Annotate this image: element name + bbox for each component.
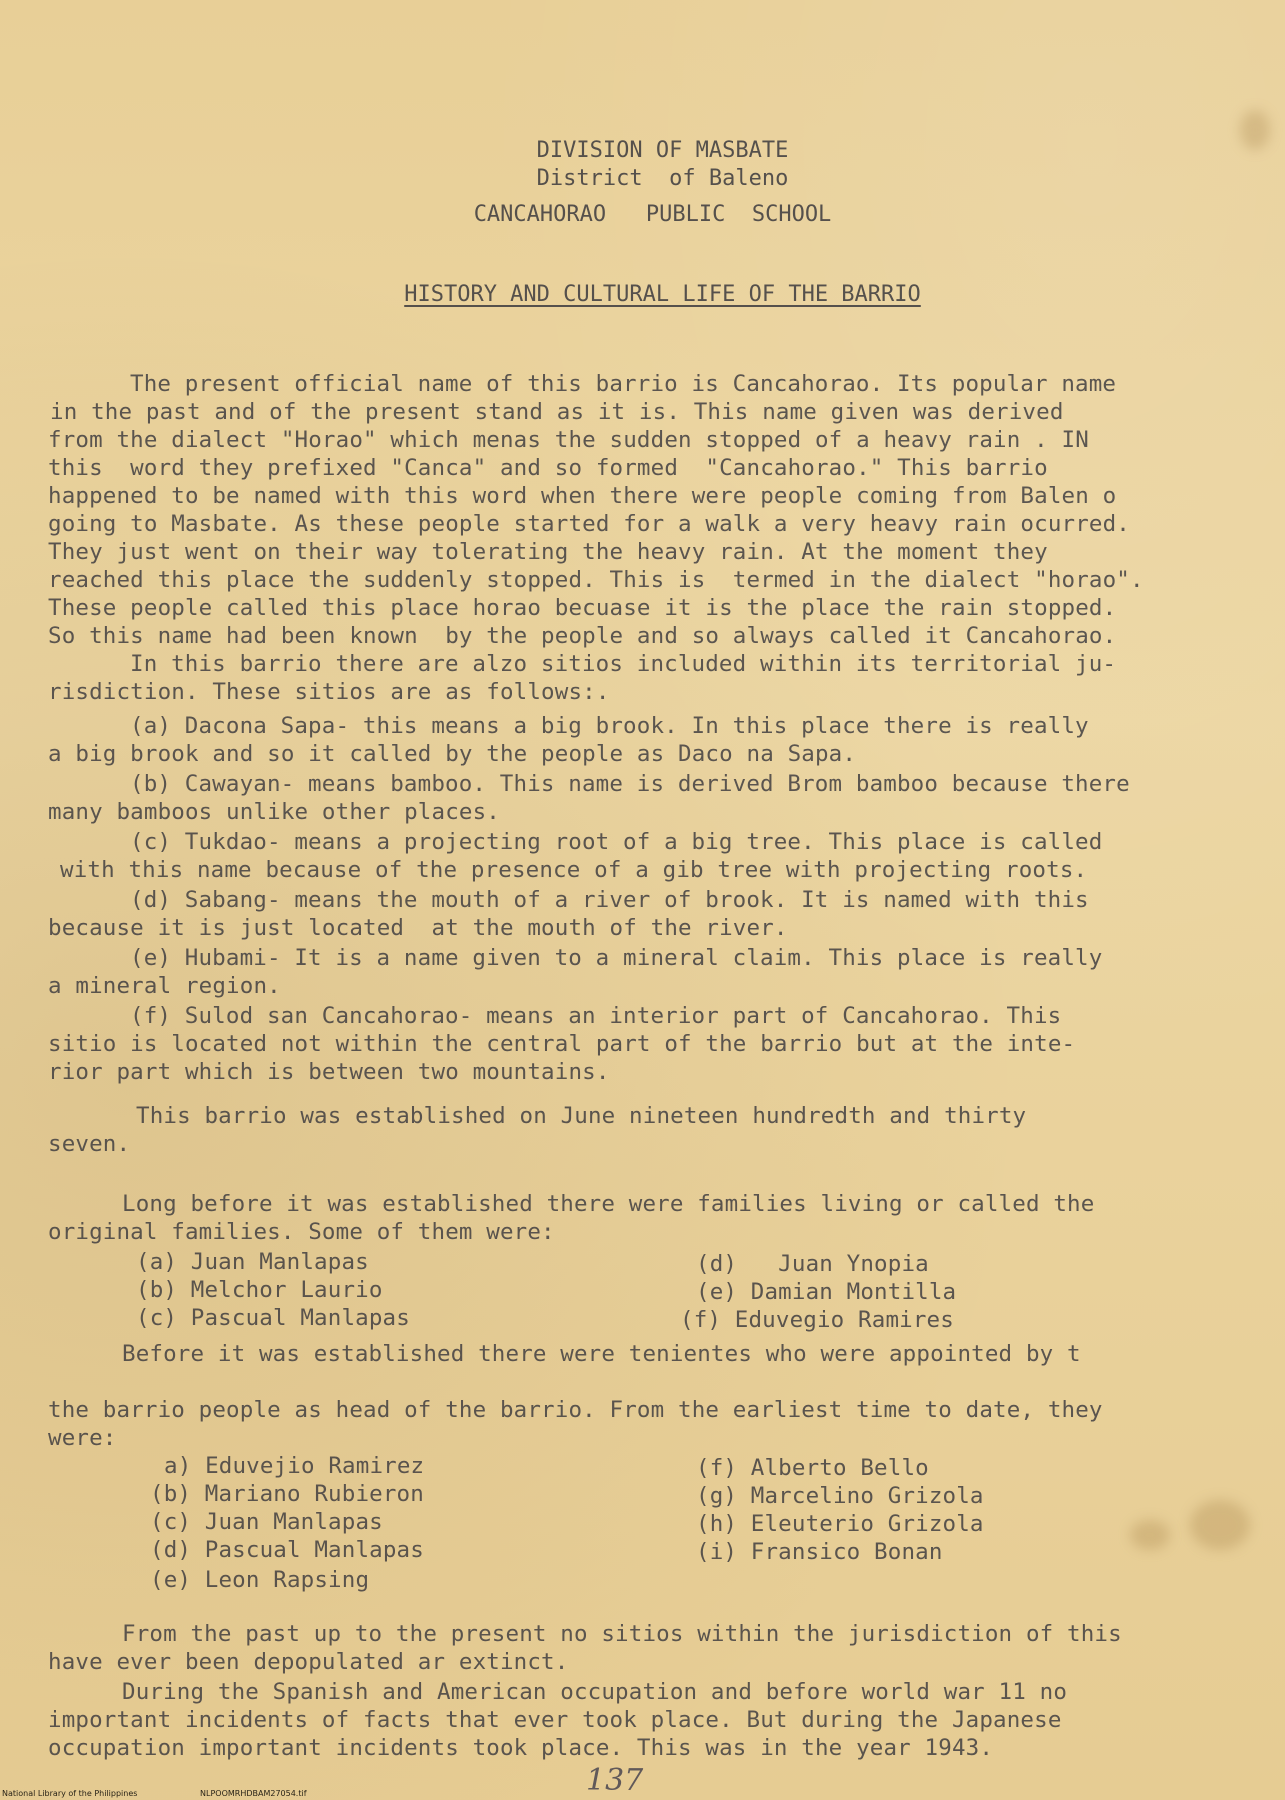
body-line: In this barrio there are alzo sitios included within its territorial ju- [130,651,1117,677]
sitio-line: (a) Dacona Sapa- this means a big brook. In this place there is really [130,713,1089,739]
teniente-item: (g) Marcelino Grizola [696,1483,984,1509]
sitio-line: a big brook and so it called by the people as Daco na Sapa. [48,741,857,767]
family-item: (f) Eduvegio Ramires [680,1307,954,1333]
body-line: The present official name of this barrio is Cancahorao. Its popular name [130,371,1117,397]
sitio-line: (d) Sabang- means the mouth of a river of brook. It is named with this [130,887,1089,913]
body-line: happened to be named with this word when there were people coming from Balen o [48,483,1117,509]
family-item: (b) Melchor Laurio [136,1277,383,1303]
header-school: CANCAHORAO PUBLIC SCHOOL [473,202,832,227]
body-line: have ever been depopulated ar extinct. [48,1649,569,1675]
family-item: (a) Juan Manlapas [136,1249,369,1275]
sitio-line: (f) Sulod san Cancahorao- means an interior part of Cancahorao. This [130,1003,1062,1029]
body-line: seven. [48,1131,131,1157]
paper-stain [1190,1500,1250,1550]
sitio-line: because it is just located at the mouth of the river. [48,915,788,941]
teniente-item: (h) Eleuterio Grizola [696,1511,984,1537]
body-line: original families. Some of them were: [48,1219,555,1245]
footer-library: National Library of the Philippines [2,1789,138,1798]
body-line: occupation important incidents took place. This was in the year 1943. [48,1735,994,1761]
sitio-line: a mineral region. [48,973,281,999]
sitio-line: (b) Cawayan- means bamboo. This name is derived Brom bamboo because there [130,771,1130,797]
teniente-item: (e) Leon Rapsing [150,1567,370,1593]
body-line: were: [48,1425,117,1451]
header-district: District of Baleno [536,166,789,191]
sitio-line: with this name because of the presence of a gib tree with projecting roots. [60,857,1088,883]
teniente-item: (i) Fransico Bonan [696,1539,943,1565]
sitio-line: (e) Hubami- It is a name given to a mineral claim. This place is really [130,945,1103,971]
body-line: From the past up to the present no sitios within the jurisdiction of this [122,1621,1122,1647]
family-item: (e) Damian Montilla [696,1279,957,1305]
body-line: risdiction. These sitios are as follows:. [48,679,610,705]
header-division: DIVISION OF MASBATE [536,138,789,163]
body-line: These people called this place horao becuase it is the place the rain stopped. [48,595,1117,621]
sitio-line: many bamboos unlike other places. [48,799,500,825]
sitio-line: rior part which is between two mountains. [48,1059,610,1085]
body-line: from the dialect "Horao" which menas the sudden stopped of a heavy rain . IN [48,427,1089,453]
body-line: this word they prefixed "Canca" and so formed "Cancahorao." This barrio [48,455,1048,481]
body-line: This barrio was established on June nineteen hundredth and thirty [136,1103,1027,1129]
body-line: Before it was established there were tenientes who were appointed by t [122,1341,1081,1367]
document-title-text: HISTORY AND CULTURAL LIFE OF THE BARRIO [404,282,921,307]
body-line: the barrio people as head of the barrio. From the earliest time to date, they [48,1397,1103,1423]
body-line: going to Masbate. As these people started for a walk a very heavy rain ocurred. [48,511,1130,537]
sitio-line: (c) Tukdao- means a projecting root of a big tree. This place is called [130,829,1103,855]
body-line: They just went on their way tolerating the heavy rain. At the moment they [48,539,1048,565]
family-item: (d) Juan Ynopia [696,1251,929,1277]
document-title [0,282,1285,308]
body-line: During the Spanish and American occupation and before world war 11 no [122,1679,1068,1705]
scan-footer [0,1789,307,1800]
body-line: Long before it was established there were families living or called the [122,1191,1095,1217]
footer-filename: NLPOOMRHDBAM27054.tif [200,1789,307,1798]
page-number: 137 [586,1763,644,1798]
teniente-item: (d) Pascual Manlapas [150,1537,424,1563]
body-line: important incidents of facts that ever took place. But during the Japanese [48,1707,1062,1733]
body-line: So this name had been known by the people and so always called it Cancahorao. [48,623,1117,649]
body-line: reached this place the suddenly stopped. This is termed in the dialect "horao". [48,567,1144,593]
family-item: (c) Pascual Manlapas [136,1305,410,1331]
teniente-item: a) Eduvejio Ramirez [164,1453,425,1479]
teniente-item: (c) Juan Manlapas [150,1509,383,1535]
sitio-line: sitio is located not within the central part of the barrio but at the inte- [48,1031,1076,1057]
body-line: in the past and of the present stand as it is. This name given was derived [50,399,1064,425]
teniente-item: (b) Mariano Rubieron [150,1481,424,1507]
paper-stain [1130,1520,1170,1550]
teniente-item: (f) Alberto Bello [696,1455,929,1481]
